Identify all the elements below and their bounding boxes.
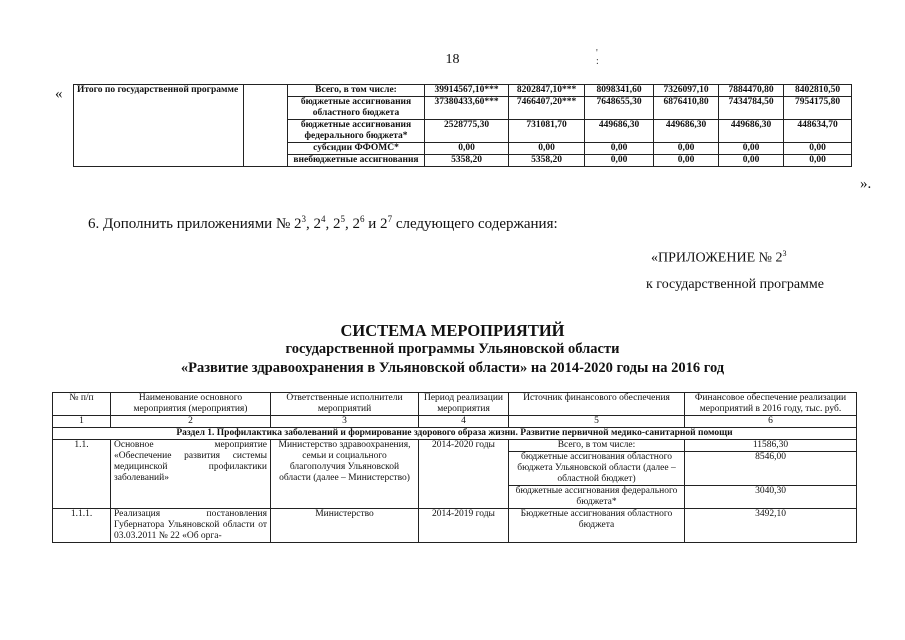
column-number: 5 — [509, 416, 685, 428]
value-cell: 8098341,60 — [585, 85, 654, 97]
value-cell: 0,00 — [654, 143, 719, 155]
funding-value: 3492,10 — [685, 509, 857, 543]
value-cell: 0,00 — [509, 143, 585, 155]
period: 2014-2019 годы — [419, 509, 509, 543]
funding-value: 3040,30 — [685, 486, 857, 509]
table-row — [53, 440, 857, 452]
addendum-text: следующего содержания: — [392, 216, 558, 232]
period: 2014-2020 годы — [419, 440, 509, 509]
summary-row — [74, 85, 852, 97]
appendix-subtitle: к государственной программе — [646, 277, 824, 292]
measures-table — [52, 392, 857, 543]
value-cell: 731081,70 — [509, 120, 585, 143]
summary-table — [73, 84, 852, 167]
executor: Министерство — [271, 509, 419, 543]
addendum-text: , 2 — [306, 216, 322, 232]
section-title: Раздел 1. Профилактика заболеваний и формирование здорового образа жизни. Развитие первичной медико-санитарной помощи — [53, 428, 857, 440]
row-label: субсидии ФФОМС* — [288, 143, 425, 155]
value-cell: 0,00 — [784, 155, 852, 167]
column-number-row — [53, 416, 857, 428]
funding-source: бюджетные ассигнования федерального бюджета* — [509, 486, 685, 509]
header-row — [53, 393, 857, 416]
value-cell: 37380433,60*** — [425, 97, 509, 120]
header-cell: Ответственные исполнители мероприятий — [271, 393, 419, 416]
value-cell: 0,00 — [425, 143, 509, 155]
value-cell: 7954175,80 — [784, 97, 852, 120]
superscript: 6 — [360, 214, 365, 224]
addendum-paragraph — [88, 214, 558, 233]
addendum-text: , 2 — [345, 216, 361, 232]
measure-name: Реализация постановления Губернатора Ульяновской области от 03.03.2011 № 22 «Об орга- — [111, 509, 271, 543]
column-number: 3 — [271, 416, 419, 428]
value-cell: 449686,30 — [654, 120, 719, 143]
row-number: 1.1.1. — [53, 509, 111, 543]
addendum-text: 6. Дополнить приложениями № 2 — [88, 216, 302, 232]
value-cell: 7466407,20*** — [509, 97, 585, 120]
column-number: 2 — [111, 416, 271, 428]
header-cell: Источник финансового обеспечения — [509, 393, 685, 416]
value-cell: 449686,30 — [585, 120, 654, 143]
document-heading — [0, 321, 905, 378]
value-cell: 0,00 — [654, 155, 719, 167]
header-cell: Наименование основного мероприятия (мероприятия) — [111, 393, 271, 416]
program-label: Итого по государственной программе — [74, 85, 244, 167]
margin-mark: ' : — [596, 48, 599, 67]
value-cell: 448634,70 — [784, 120, 852, 143]
executor: Министерство здравоохранения, семьи и социального благополучия Ульяновской области (далее – Министерство) — [271, 440, 419, 509]
value-cell: 449686,30 — [719, 120, 784, 143]
value-cell: 0,00 — [585, 155, 654, 167]
row-label: внебюджетные ассигнования — [288, 155, 425, 167]
value-cell: 5358,20 — [425, 155, 509, 167]
value-cell: 7648655,30 — [585, 97, 654, 120]
value-cell: 7326097,10 — [654, 85, 719, 97]
value-cell: 7884470,80 — [719, 85, 784, 97]
superscript: 5 — [340, 214, 346, 224]
page-number: 18 — [445, 52, 460, 67]
row-label: бюджетные ассигнования федерального бюджета* — [288, 120, 425, 143]
addendum-text: , 2 — [325, 216, 341, 232]
row-number: 1.1. — [53, 440, 111, 509]
column-number: 4 — [419, 416, 509, 428]
value-cell: 0,00 — [784, 143, 852, 155]
appendix-title — [651, 249, 787, 267]
value-cell: 8202847,10*** — [509, 85, 585, 97]
measure-name: Основное мероприятие «Обеспечение развития системы медицинской профилактики заболеваний» — [111, 440, 271, 509]
heading-line-2: государственной программы Ульяновской области — [285, 341, 620, 357]
superscript: 3 — [782, 249, 787, 258]
appendix-title-text: «ПРИЛОЖЕНИЕ № 2 — [651, 250, 783, 266]
empty-cell — [244, 85, 288, 167]
section-row — [53, 428, 857, 440]
header-cell: № п/п — [53, 393, 111, 416]
funding-source: бюджетные ассигнования областного бюджета Ульяновской области (далее – областной бюджет) — [509, 452, 685, 486]
funding-source: Всего, в том числе: — [509, 440, 685, 452]
value-cell: 6876410,80 — [654, 97, 719, 120]
row-label: бюджетные ассигнования областного бюджета — [288, 97, 425, 120]
column-number: 1 — [53, 416, 111, 428]
closing-quote: ». — [860, 176, 872, 192]
superscript: 7 — [387, 214, 393, 224]
value-cell: 39914567,10*** — [425, 85, 509, 97]
value-cell: 5358,20 — [509, 155, 585, 167]
addendum-text: и 2 — [364, 216, 388, 232]
funding-source: Бюджетные ассигнования областного бюджета — [509, 509, 685, 543]
opening-quote: « — [55, 86, 63, 102]
row-label: Всего, в том числе: — [288, 85, 425, 97]
column-number: 6 — [685, 416, 857, 428]
header-cell: Период реализации мероприятия — [419, 393, 509, 416]
value-cell: 0,00 — [719, 155, 784, 167]
heading-line-1: СИСТЕМА МЕРОПРИЯТИЙ — [340, 321, 565, 340]
table-row — [53, 509, 857, 543]
superscript: 3 — [301, 214, 307, 224]
value-cell: 0,00 — [719, 143, 784, 155]
funding-value: 8546,00 — [685, 452, 857, 486]
header-cell: Финансовое обеспечение реализации мероприятий в 2016 году, тыс. руб. — [685, 393, 857, 416]
value-cell: 7434784,50 — [719, 97, 784, 120]
superscript: 4 — [321, 214, 326, 224]
funding-value: 11586,30 — [685, 440, 857, 452]
value-cell: 0,00 — [585, 143, 654, 155]
value-cell: 8402810,50 — [784, 85, 852, 97]
value-cell: 2528775,30 — [425, 120, 509, 143]
heading-line-3: «Развитие здравоохранения в Ульяновской области» на 2014-2020 годы на 2016 год — [180, 360, 725, 376]
